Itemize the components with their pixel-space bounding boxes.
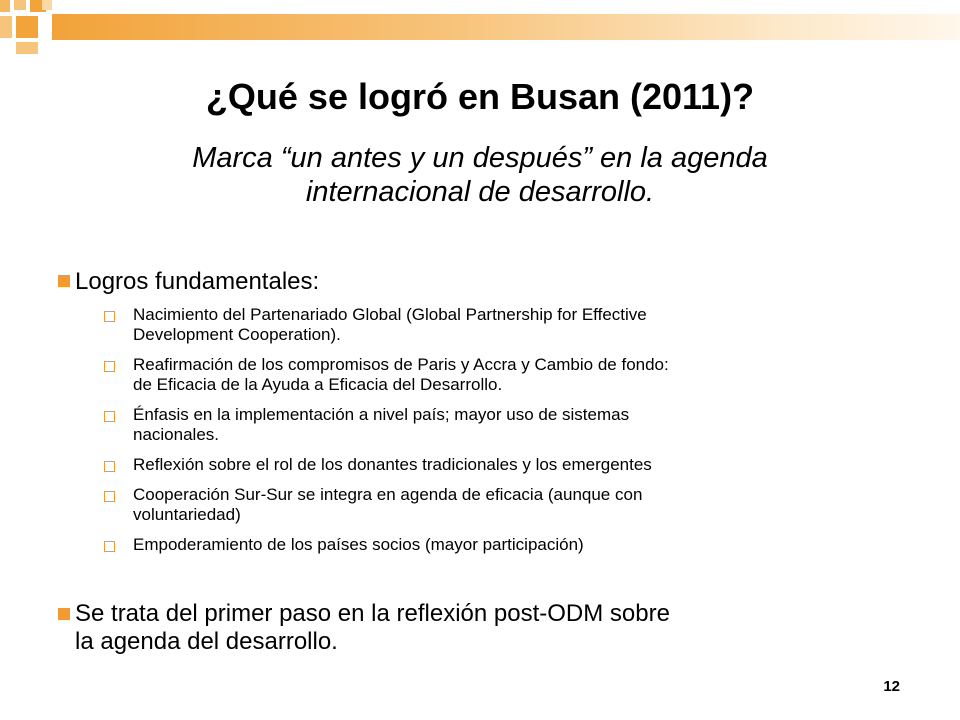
hollow-square-bullet-icon — [104, 461, 115, 472]
page-number: 12 — [883, 678, 900, 695]
closing-bullet — [58, 600, 670, 656]
corner-deco-square-4 — [16, 16, 38, 38]
list-item-text: nacionales. — [133, 425, 220, 444]
subtitle-line: internacional de desarrollo. — [305, 176, 655, 208]
hollow-square-bullet-icon — [104, 491, 115, 502]
hollow-square-bullet-icon — [104, 411, 115, 422]
list-item-text: Nacimiento del Partenariado Global (Global Partnership for Effective — [133, 305, 647, 324]
square-bullet-icon — [58, 608, 70, 620]
list-item — [104, 355, 904, 395]
hollow-square-bullet-icon — [104, 361, 115, 372]
list-item — [104, 535, 904, 555]
achievements-list — [104, 305, 904, 565]
hollow-square-bullet-icon — [104, 541, 115, 552]
list-item-text: de Eficacia de la Ayuda a Eficacia del Desarrollo. — [133, 375, 503, 394]
slide-title: ¿Qué se logró en Busan (2011)? — [205, 76, 755, 117]
section-heading: Logros fundamentales: — [75, 268, 320, 295]
corner-deco-square-5 — [0, 16, 12, 38]
list-item-text: Énfasis en la implementación a nivel país; mayor uso de sistemas — [133, 405, 630, 424]
list-item-text: Empoderamiento de los países socios (mayor participación) — [133, 535, 584, 554]
list-item-text: Cooperación Sur-Sur se integra en agenda de eficacia (aunque con — [133, 485, 643, 504]
list-item-text: Reflexión sobre el rol de los donantes tradicionales y los emergentes — [133, 455, 652, 474]
header-gradient-bar — [52, 14, 960, 40]
square-bullet-icon — [58, 275, 70, 287]
hollow-square-bullet-icon — [104, 311, 115, 322]
list-item — [104, 305, 904, 345]
list-item — [104, 455, 904, 475]
corner-deco-square-7 — [42, 0, 52, 10]
list-item — [104, 405, 904, 445]
section-heading-bullet — [58, 268, 319, 296]
list-item-text: voluntariedad) — [133, 505, 241, 524]
corner-deco-square-1 — [0, 0, 10, 12]
subtitle-line: Marca “un antes y un después” en la agenda — [192, 142, 768, 174]
list-item — [104, 485, 904, 525]
closing-text-line: Se trata del primer paso en la reflexión post-ODM sobre — [75, 600, 670, 627]
slide-subtitle — [80, 141, 880, 209]
corner-deco-square-6 — [16, 42, 38, 54]
list-item-text: Development Cooperation). — [133, 325, 341, 344]
corner-deco-square-2 — [14, 0, 26, 10]
closing-text-line: la agenda del desarrollo. — [75, 628, 338, 655]
list-item-text: Reafirmación de los compromisos de Paris y Accra y Cambio de fondo: — [133, 355, 669, 374]
